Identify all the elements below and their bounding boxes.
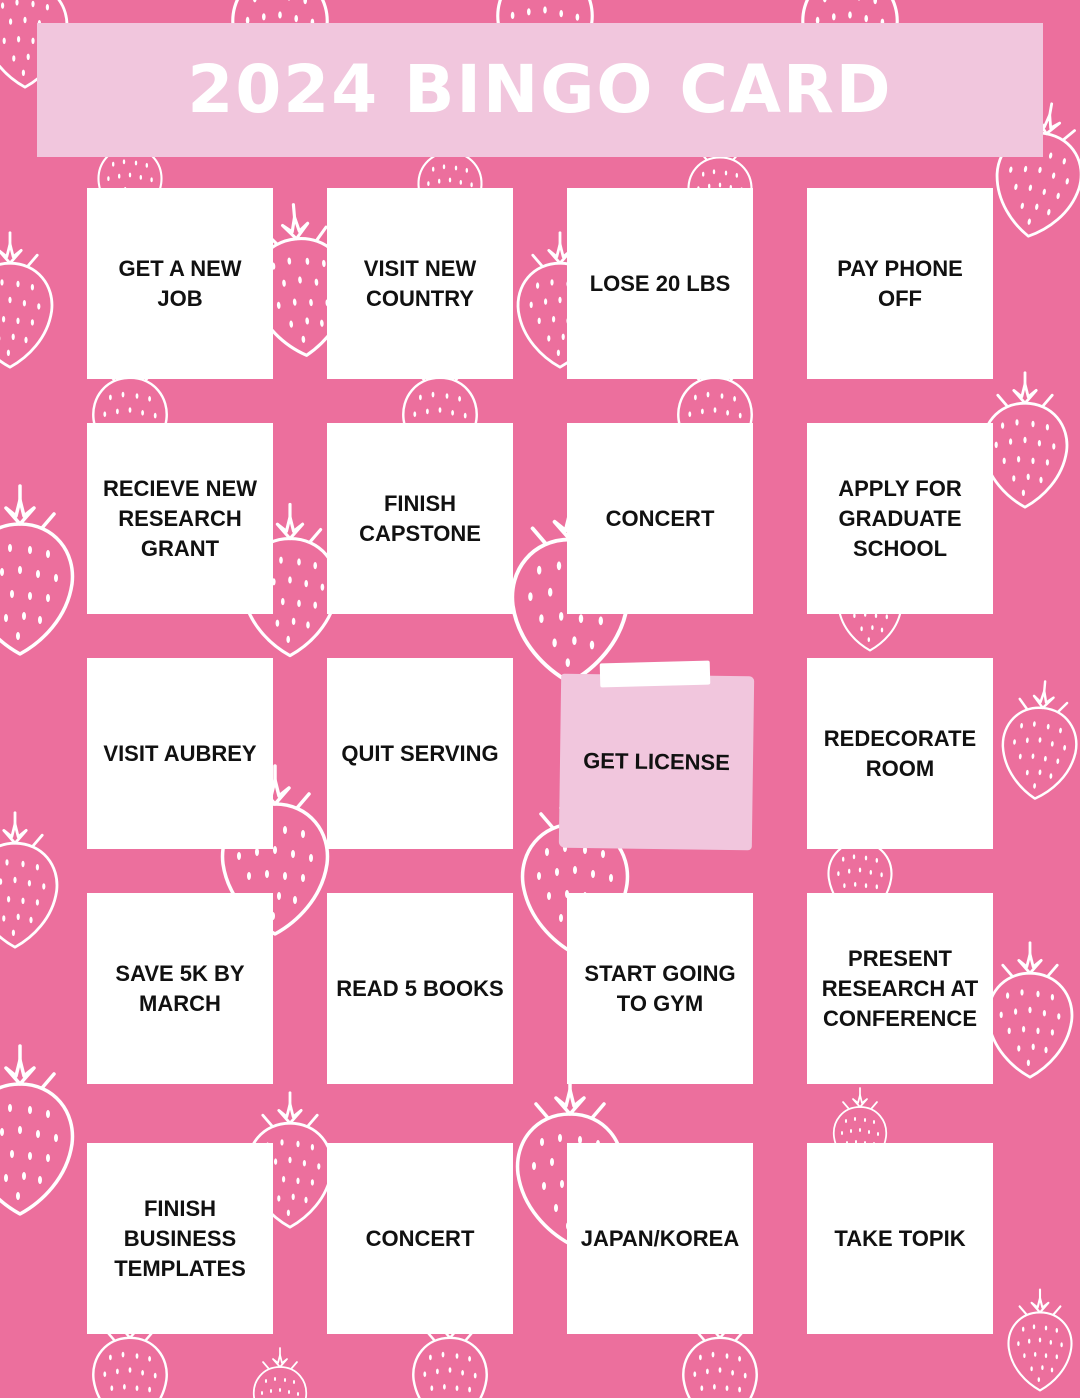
bingo-cell — [807, 188, 993, 379]
tape-strip — [600, 661, 711, 688]
bingo-cell — [87, 893, 273, 1084]
bingo-cell-label: VISIT NEW COUNTRY — [363, 255, 477, 311]
bingo-cell — [807, 423, 993, 614]
bingo-cell-label: VISIT AUBREY — [103, 740, 257, 766]
bingo-cell-label: LOSE 20 LBS — [589, 270, 731, 296]
bingo-cell-label: GET LICENSE — [582, 747, 731, 776]
bingo-cell-label: JAPAN/KOREA — [580, 1225, 740, 1251]
bingo-cell — [567, 1143, 753, 1334]
bingo-cell-label: APPLY FOR GRADUATE SCHOOL — [838, 475, 962, 561]
bingo-cell — [327, 893, 513, 1084]
title-banner — [37, 23, 1043, 157]
bingo-cell-label: READ 5 BOOKS — [336, 975, 504, 1001]
bingo-cell-label: FINISH CAPSTONE — [359, 490, 481, 546]
bingo-cell — [87, 1143, 273, 1334]
bingo-cell — [567, 893, 753, 1084]
bingo-cell — [327, 188, 513, 379]
bingo-cell — [567, 188, 753, 379]
bingo-cell — [327, 423, 513, 614]
bingo-cell-label: TAKE TOPIK — [834, 1225, 966, 1251]
bingo-cell-label: RECIEVE NEW RESEARCH GRANT — [102, 475, 258, 561]
bingo-cell-label: PAY PHONE OFF — [837, 255, 963, 311]
bingo-cell-highlighted — [559, 674, 754, 851]
bingo-cell-label: PRESENT RESEARCH AT CONFERENCE — [821, 945, 979, 1031]
bingo-cell-label: CONCERT — [605, 505, 715, 531]
bingo-cell — [87, 188, 273, 379]
bingo-cell — [327, 658, 513, 849]
page-title: 2024 BINGO CARD — [187, 51, 893, 128]
bingo-cell — [807, 893, 993, 1084]
bingo-cell — [87, 658, 273, 849]
bingo-cell — [807, 1143, 993, 1334]
bingo-cell-label: START GOING TO GYM — [584, 960, 736, 1016]
bingo-cell — [327, 1143, 513, 1334]
bingo-cell-label: GET A NEW JOB — [118, 255, 242, 311]
bingo-cell-label: REDECORATE ROOM — [823, 725, 977, 781]
bingo-cell-label: CONCERT — [365, 1225, 475, 1251]
bingo-cell — [87, 423, 273, 614]
bingo-cell-label: QUIT SERVING — [341, 740, 499, 766]
bingo-cell — [807, 658, 993, 849]
bingo-cell-label: FINISH BUSINESS TEMPLATES — [114, 1195, 246, 1281]
bingo-cell-label: SAVE 5K BY MARCH — [115, 960, 245, 1016]
bingo-cell — [567, 423, 753, 614]
